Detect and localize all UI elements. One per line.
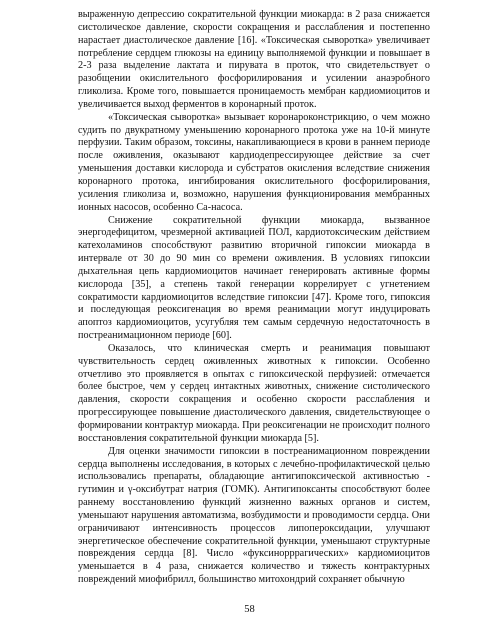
document-page [78, 9, 430, 587]
paragraph-1: выраженную депрессию сократительной функции миокарда: в 2 раза снижается систолическое давление, скорости сокращения и расслабления и постепенно нарастает диастолическое давление [16]. «Токсическая сыворотка» увеличивает потребление сердцем глюкозы на единицу выполняемой функции и повышает в 2-3 раза выделение лактата и пирувата в проток, что свидетельствует о разобщении окислительного фосфорилирования и усилении анаэробного гликолиза. Кроме того, повышается проницаемость мембран кардиомиоцитов и увеличивается выход ферментов в коронарный проток. [78, 9, 430, 110]
paragraph-2: «Токсическая сыворотка» вызывает коронароконстрикцию, о чем можно судить по двукратному уменьшению коронарного протока уже на 10-й минуте перфузии. Таким образом, токсины, накапливающиеся в крови в раннем периоде после оживления, оказывают кардиодепрессирующее действие за счет уменьшения доставки кислорода и субстратов окисления вследствие снижения коронарного протока, ингибирования окислительного фосфорилирования, усиления гликолиза и, возможно, нарушения функционирования мембранных ионных насосов, особенно Са-насоса. [78, 111, 430, 213]
paragraph-5: Для оценки значимости гипоксии в постреанимационном повреждении сердца выполнены исследования, в которых с лечебно-профилактической целью использовались препараты, обладающие антигипоксической активностью - гутимин и γ-оксибутрат натрия (ГОМК). Антигипоксанты способствуют более раннему восстановлению функций жизненно важных органов и систем, уменьшают нарушения автоматизма, возбудимости и проводимости сердца. Они ограничивают интенсивность процессов липопероксидации, улучшают энергетическое обеспечение сократительной функции, уменьшают структурные повреждения сердца [8]. Число «фуксинорррагических» кардиомиоцитов уменьшается в 4 раза, снижается количество и тяжесть контрактурных повреждений миофибрилл, большинство митохондрий сохраняет обычную [78, 445, 430, 586]
paragraph-4: Оказалось, что клиническая смерть и реанимация повышают чувствительность сердец оживленных животных к гипоксии. Особенно отчетливо это проявляется в опытах с гипоксической перфузией: отмечается более быстрое, чем у сердец интактных животных, снижение систолического давления, скорости сокращения и особенно скорости расслабления и прогрессирующее повышение диастолического давления, свидетельствующее о формировании контрактур миокарда. При реоксигенации не происходит полного восстановления сократительной функции миокарда [5]. [78, 342, 430, 444]
paragraph-3: Снижение сократительной функции миокарда, вызванное энергодефицитом, чрезмерной активацией ПОЛ, кардиотоксическим действием катехоламинов способствуют развитию вторичной гипоксии миокарда в интервале от 30 до 90 мин со времени оживления. В условиях гипоксии дыхательная цепь кардиомиоцитов начинает генерировать активные формы кислорода [35], а степень такой генерации коррелирует с угнетением сократимости кардиомиоцитов вследствие гипоксии [47]. Кроме того, гипоксия и последующая реоксигенация во время реанимации могут индуцировать апоптоз кардиомиоцитов, усугубляя тем самым сердечную недостаточность в постреанимационном периоде [60]. [78, 214, 430, 342]
page-number: 58 [244, 604, 255, 615]
